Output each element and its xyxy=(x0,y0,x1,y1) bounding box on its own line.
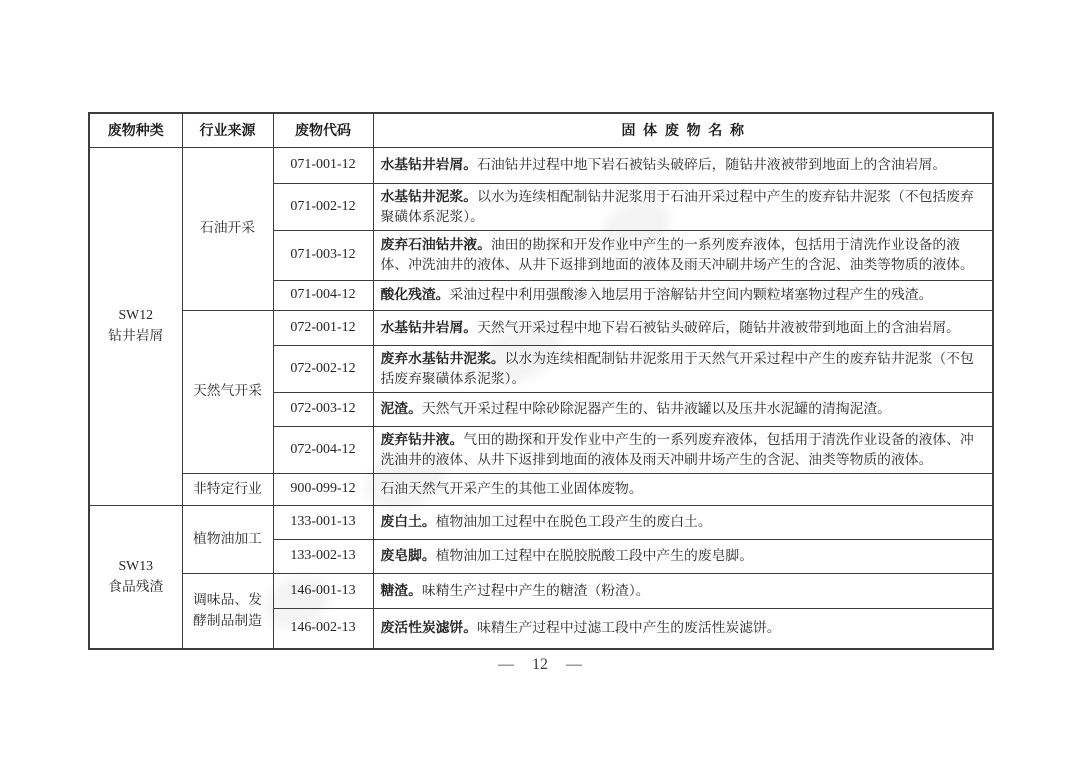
waste-name xyxy=(373,392,993,426)
waste-desc: 石油天然气开采产生的其他工业固体废物。 xyxy=(380,481,643,496)
table-row xyxy=(89,147,993,183)
waste-desc: 味精生产过程中产生的糖渣（粉渣）。 xyxy=(421,582,650,598)
industry-cell-petroleum: 石油开采 xyxy=(182,147,273,310)
waste-term: 酸化残渣。 xyxy=(380,287,450,302)
table-row xyxy=(89,473,993,505)
waste-name xyxy=(373,147,993,183)
table-header-row xyxy=(89,113,993,147)
industry-cell-vegetable-oil: 植物油加工 xyxy=(182,505,273,573)
waste-term: 水基钻井泥浆。 xyxy=(380,188,478,204)
category-code: SW12 xyxy=(118,307,153,323)
waste-term: 废皂脚。 xyxy=(380,548,436,563)
waste-code: 071-001-12 xyxy=(273,147,373,183)
category-name: 钻井岩屑 xyxy=(108,328,164,343)
waste-desc: 气田的勘探和开发作业中产生的一系列废弃液体，包括用于清洗作业设备的液体、冲洗油井的液体、从井下返排到地面的液体及雨天冲刷井场产生的含泥、油类等物质的液体。 xyxy=(380,431,974,467)
waste-name xyxy=(373,573,993,608)
header-waste-code: 废物代码 xyxy=(273,113,373,147)
waste-name xyxy=(373,310,993,345)
waste-term: 废弃石油钻井液。 xyxy=(380,237,491,252)
waste-desc: 天然气开采过程中地下岩石被钻头破碎后，随钻井液被带到地面上的含油岩屑。 xyxy=(477,319,960,335)
waste-term: 废弃水基钻井泥浆。 xyxy=(380,350,505,366)
waste-term: 糖渣。 xyxy=(380,582,422,598)
waste-term: 泥渣。 xyxy=(380,401,422,416)
waste-desc: 天然气开采过程中除砂除泥器产生的、钻井液罐以及压井水泥罐的清掏泥渣。 xyxy=(421,401,891,416)
waste-code: 900-099-12 xyxy=(273,473,373,505)
waste-classification-table xyxy=(88,112,994,650)
table-row xyxy=(89,505,993,539)
header-industry-source: 行业来源 xyxy=(182,113,273,147)
waste-code: 071-002-12 xyxy=(273,183,373,230)
header-waste-category: 废物种类 xyxy=(89,113,182,147)
waste-code: 072-003-12 xyxy=(273,392,373,426)
waste-desc: 采油过程中利用强酸渗入地层用于溶解钻井空间内颗粒堵塞物过程产生的残渣。 xyxy=(449,287,933,302)
category-name: 食品残渣 xyxy=(108,578,164,594)
waste-name xyxy=(373,426,993,473)
category-cell-sw13 xyxy=(89,505,182,649)
waste-desc: 以水为连续相配制钻井泥浆用于天然气开采过程中产生的废弃钻井泥浆（不包括废弃聚磺体系泥浆）。 xyxy=(380,350,974,386)
waste-term: 水基钻井岩屑。 xyxy=(380,157,478,172)
waste-name xyxy=(373,230,993,280)
waste-name xyxy=(373,539,993,573)
header-solid-waste-name: 固体废物名称 xyxy=(373,113,993,147)
waste-term: 水基钻井岩屑。 xyxy=(380,319,478,335)
waste-desc: 以水为连续相配制钻井泥浆用于石油开采过程中产生的废弃钻井泥浆（不包括废弃聚磺体系泥浆）。 xyxy=(380,188,974,224)
waste-name xyxy=(373,183,993,230)
waste-desc: 植物油加工过程中在脱胶脱酸工段中产生的废皂脚。 xyxy=(435,548,754,563)
waste-desc: 油田的勘探和开发作业中产生的一系列废弃液体，包括用于清洗作业设备的液体、冲洗油井的液体、从井下返排到地面的液体及雨天冲刷井场产生的含泥、油类等物质的液体。 xyxy=(380,237,974,272)
industry-cell-nonspecific: 非特定行业 xyxy=(182,473,273,505)
waste-code: 071-004-12 xyxy=(273,280,373,310)
industry-cell-condiment-fermentation: 调味品、发酵制品制造 xyxy=(182,573,273,649)
waste-name xyxy=(373,345,993,392)
category-code: SW13 xyxy=(118,558,153,574)
waste-code: 072-004-12 xyxy=(273,426,373,473)
waste-code: 133-002-13 xyxy=(273,539,373,573)
waste-term: 废活性炭滤饼。 xyxy=(380,620,478,636)
waste-desc: 植物油加工过程中在脱色工段产生的废白土。 xyxy=(435,514,712,529)
page-number: — 12 — xyxy=(498,656,582,673)
table-row xyxy=(89,310,993,345)
category-cell-sw12 xyxy=(89,147,182,505)
waste-name xyxy=(373,505,993,539)
industry-cell-natural-gas: 天然气开采 xyxy=(182,310,273,473)
waste-code: 146-002-13 xyxy=(273,608,373,649)
waste-code: 146-001-13 xyxy=(273,573,373,608)
waste-name xyxy=(373,473,993,505)
waste-desc: 石油钻井过程中地下岩石被钻头破碎后，随钻井液被带到地面上的含油岩屑。 xyxy=(477,157,947,172)
waste-code: 072-001-12 xyxy=(273,310,373,345)
waste-code: 072-002-12 xyxy=(273,345,373,392)
waste-name xyxy=(373,280,993,310)
waste-desc: 味精生产过程中过滤工段中产生的废活性炭滤饼。 xyxy=(477,620,781,636)
waste-code: 133-001-13 xyxy=(273,505,373,539)
waste-term: 废弃钻井液。 xyxy=(380,431,464,447)
waste-code: 071-003-12 xyxy=(273,230,373,280)
table-row xyxy=(89,573,993,608)
waste-term: 废白土。 xyxy=(380,514,436,529)
waste-name xyxy=(373,608,993,649)
